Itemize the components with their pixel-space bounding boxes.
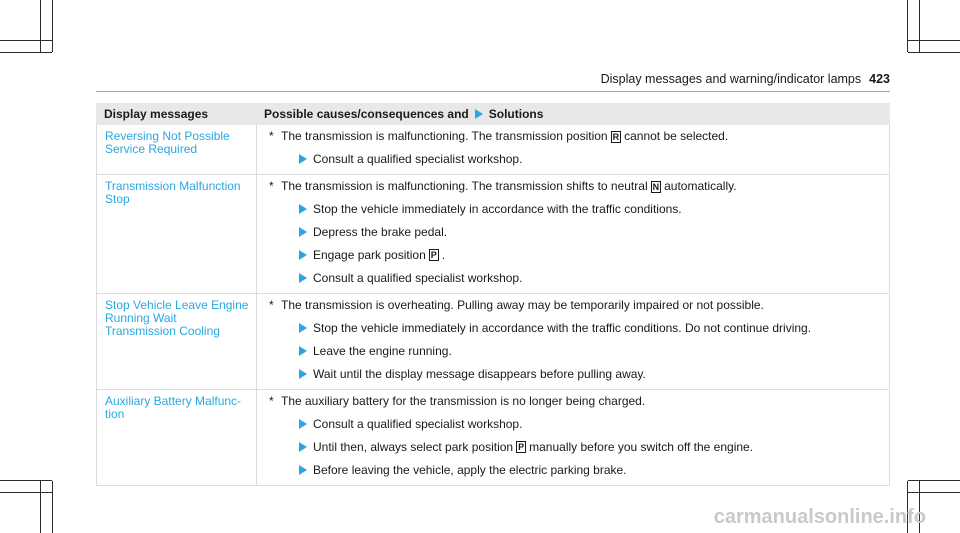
crop-mark bbox=[52, 0, 53, 52]
solution-item bbox=[293, 202, 881, 216]
header-rule bbox=[96, 91, 890, 92]
solution-text: Consult a qualified specialist workshop. bbox=[313, 271, 523, 285]
solution-item bbox=[293, 271, 881, 285]
crop-mark bbox=[40, 0, 41, 52]
col-causes-solutions bbox=[256, 107, 543, 121]
solution-text: Consult a qualified specialist workshop. bbox=[313, 417, 523, 431]
table-row bbox=[96, 125, 890, 175]
causes-solutions-cell bbox=[257, 390, 889, 485]
message-label: Reversing Not Possible Service Required bbox=[97, 125, 257, 174]
solution-item bbox=[293, 367, 881, 381]
table-row bbox=[96, 390, 890, 486]
section-title: Display messages and warning/indicator lamps bbox=[600, 72, 862, 86]
cause bbox=[269, 129, 881, 143]
solution-item bbox=[293, 417, 881, 431]
crop-mark bbox=[0, 52, 52, 53]
asterisk-icon: * bbox=[269, 179, 274, 193]
solution-text: Stop the vehicle immediately in accordance with the traffic conditions. Do not continue driving. bbox=[313, 321, 812, 335]
cause-text: automatically. bbox=[664, 179, 737, 193]
solution-text: Depress the brake pedal. bbox=[313, 225, 448, 239]
causes-solutions-cell bbox=[257, 125, 889, 174]
message-label: Transmission Malfunction Stop bbox=[97, 175, 257, 293]
causes-solutions-cell bbox=[257, 294, 889, 389]
solution-item bbox=[293, 440, 881, 454]
solution-text: Until then, always select park position bbox=[313, 440, 514, 454]
solution-text: Engage park position bbox=[313, 248, 426, 262]
arrow-icon bbox=[299, 154, 307, 164]
col-display-messages: Display messages bbox=[104, 107, 209, 121]
arrow-icon bbox=[299, 442, 307, 452]
gear-p-icon: P bbox=[430, 250, 437, 260]
crop-mark bbox=[0, 40, 52, 41]
crop-mark bbox=[908, 52, 960, 53]
crop-mark bbox=[919, 0, 920, 52]
arrow-icon bbox=[475, 109, 483, 119]
crop-mark bbox=[908, 480, 960, 481]
solution-text: Leave the engine running. bbox=[313, 344, 452, 358]
cause bbox=[269, 179, 881, 193]
solution-item: Engage park position P . bbox=[293, 248, 881, 262]
solution-item bbox=[293, 152, 881, 166]
solution-text: Before leaving the vehicle, apply the electric parking brake. bbox=[313, 463, 627, 477]
table-row bbox=[96, 175, 890, 294]
arrow-icon bbox=[299, 273, 307, 283]
cause-text: The transmission is malfunctioning. The transmission position bbox=[281, 129, 608, 143]
arrow-icon bbox=[299, 323, 307, 333]
gear-r-icon: R bbox=[612, 132, 620, 142]
solution-item bbox=[293, 225, 881, 239]
solution-item bbox=[293, 344, 881, 358]
gear-n-icon: N bbox=[652, 182, 660, 192]
cause-text: cannot be selected. bbox=[624, 129, 729, 143]
arrow-icon bbox=[299, 465, 307, 475]
crop-mark bbox=[0, 480, 52, 481]
crop-mark bbox=[52, 481, 53, 533]
crop-mark bbox=[908, 492, 960, 493]
gear-p-icon: P bbox=[518, 442, 525, 452]
crop-mark bbox=[0, 492, 52, 493]
crop-mark bbox=[40, 481, 41, 533]
arrow-icon bbox=[299, 204, 307, 214]
message-label: Stop Vehicle Leave Engine Running Wait Transmission Cooling bbox=[97, 294, 257, 389]
solution-text: Consult a qualified specialist workshop. bbox=[313, 152, 523, 166]
col2-suffix: Solutions bbox=[488, 107, 544, 121]
causes-solutions-cell bbox=[257, 175, 889, 293]
asterisk-icon: * bbox=[269, 394, 274, 408]
crop-mark bbox=[908, 40, 960, 41]
col2-prefix: Possible causes/consequences and bbox=[264, 107, 469, 121]
asterisk-icon: * bbox=[269, 129, 274, 143]
message-label: Auxiliary Battery Malfunc- tion bbox=[97, 390, 257, 485]
solution-text: Stop the vehicle immediately in accordance with the traffic conditions. bbox=[313, 202, 682, 216]
arrow-icon bbox=[299, 227, 307, 237]
running-head bbox=[601, 72, 890, 86]
cause bbox=[269, 298, 881, 312]
cause bbox=[269, 394, 881, 408]
arrow-icon bbox=[299, 250, 307, 260]
solution-item bbox=[293, 321, 881, 335]
watermark: carmanualsonline.info bbox=[713, 506, 926, 528]
page-number: 423 bbox=[869, 72, 890, 86]
table-row bbox=[96, 294, 890, 390]
solution-text: manually before you switch off the engine. bbox=[529, 440, 754, 454]
messages-table bbox=[96, 103, 890, 486]
solution-text: Wait until the display message disappears before pulling away. bbox=[313, 367, 646, 381]
cause-text: The auxiliary battery for the transmission is no longer being charged. bbox=[281, 394, 646, 408]
arrow-icon bbox=[299, 346, 307, 356]
arrow-icon bbox=[299, 369, 307, 379]
asterisk-icon: * bbox=[269, 298, 274, 312]
table-header bbox=[96, 103, 890, 125]
cause-text: The transmission is overheating. Pulling away may be temporarily impaired or not possible. bbox=[281, 298, 764, 312]
arrow-icon bbox=[299, 419, 307, 429]
cause-text: The transmission is malfunctioning. The transmission shifts to neutral bbox=[281, 179, 648, 193]
crop-mark bbox=[907, 0, 908, 52]
solution-item bbox=[293, 463, 881, 477]
